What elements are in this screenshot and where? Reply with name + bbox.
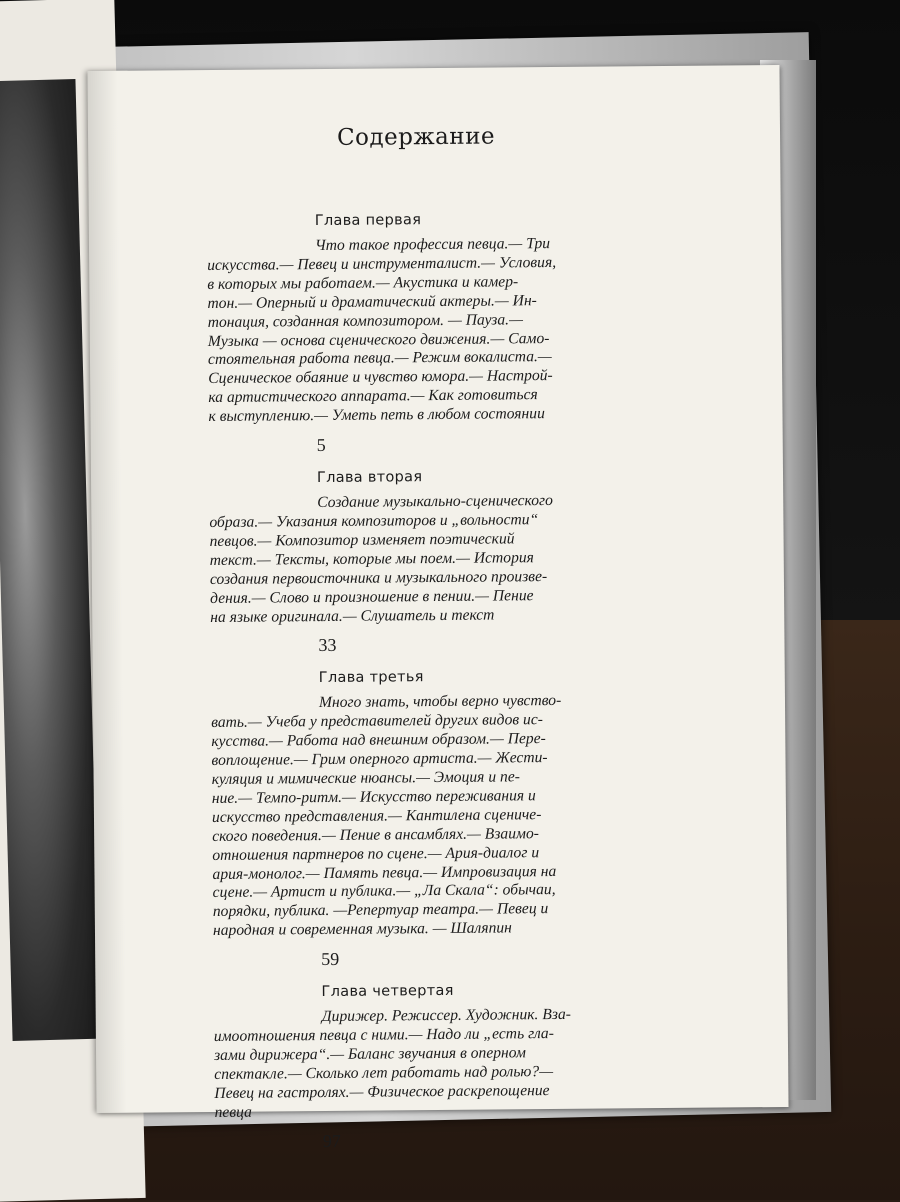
topic-line: ка артистического аппарата.— Как готовиться xyxy=(208,386,538,407)
contents-page xyxy=(87,65,788,1151)
topic-line: ского поведения.— Пение в ансамблях.— Взаимо- xyxy=(212,824,539,845)
topic-line: тон.— Оперный и драматический актеры.— Ин- xyxy=(207,291,537,312)
topic-line: кусства.— Работа над внешним образом.— Пере- xyxy=(211,730,546,751)
chapter-topics xyxy=(209,491,630,627)
topic-line: Что такое профессия певца.— Три xyxy=(314,235,551,255)
chapter-page-number: 59 xyxy=(321,949,340,970)
chapter-topics xyxy=(211,692,633,941)
topic-line: вать.— Учеба у представителей других видов ис- xyxy=(211,711,543,732)
chapter-title: Глава первая xyxy=(314,212,422,230)
topic-line: певцов.— Композитор изменяет поэтический xyxy=(209,530,515,550)
topic-line: имоотношения певца с ними.— Надо ли „есть гла- xyxy=(213,1025,554,1046)
chapter-entry xyxy=(211,668,634,971)
topic-line: искусство представления.— Кантилена сцениче- xyxy=(211,805,542,826)
topic-line: ария-монолог.— Память певца.— Импровизация на xyxy=(212,862,557,883)
chapter-list xyxy=(207,210,635,1152)
topic-line: куляция и мимические нюансы.— Эмоция и пе- xyxy=(211,768,520,789)
chapter-entry xyxy=(209,467,631,657)
topic-line: стоятельная работа певца.— Режим вокалиста.— xyxy=(207,348,552,369)
chapter-page-number: 5 xyxy=(316,435,326,456)
chapter-page-number: 33 xyxy=(318,635,337,656)
topic-line: ние.— Темпо-ритм.— Искусство переживания и xyxy=(211,787,536,807)
topic-line: народная и современная музыка. — Шаляпин xyxy=(212,919,512,940)
topic-line: образа.— Указания композиторов и „вольности“ xyxy=(209,511,539,531)
chapter-topics xyxy=(214,1005,635,1122)
topic-line: в которых мы работаем.— Акустика и камер- xyxy=(207,273,519,293)
contents-text-block xyxy=(206,122,635,1166)
topic-line: на языке оригинала.— Слушатель и текст xyxy=(210,606,495,626)
topic-line: тонация, созданная композитором. — Пауза.— xyxy=(207,310,523,331)
topic-line: Музыка — основа сценического движения.— Само- xyxy=(207,329,550,350)
topic-line: Сценическое обаяние и чувство юмора.— Настрой- xyxy=(208,367,553,388)
page-title: Содержание xyxy=(336,123,496,151)
topic-line: порядки, публика. —Репертуар театра.— Певец и xyxy=(212,900,549,921)
topic-line: искусства.— Певец и инструменталист.— Условия, xyxy=(207,253,557,274)
topic-line: зами дирижера“.— Баланс звучания в оперном xyxy=(213,1044,526,1064)
chapter-entry xyxy=(207,210,629,457)
topic-line: текст.— Тексты, которые мы поем.— История xyxy=(209,548,534,569)
topic-line: создания первоисточника и музыкального произве- xyxy=(209,567,548,588)
topic-line: Много знать, чтобы верно чувство- xyxy=(318,692,562,712)
chapter-page-number: 97 xyxy=(322,1130,341,1151)
topic-line: Создание музыкально-сценического xyxy=(317,492,553,512)
chapter-title: Глава третья xyxy=(318,669,424,687)
topic-line: дения.— Слово и произношение в пении.— Пение xyxy=(209,586,534,607)
topic-line: воплощение.— Грим оперного артиста.— Жести- xyxy=(211,749,548,770)
chapter-topics xyxy=(207,234,629,427)
topic-line: Певец на гастролях.— Физическое раскрепощение xyxy=(214,1081,550,1102)
chapter-entry xyxy=(213,981,634,1152)
topic-line: к выступлению.— Уметь петь в любом состоянии xyxy=(208,405,545,426)
topic-line: сцене.— Артист и публика.— „Ла Скала“: обычаи, xyxy=(212,881,556,902)
chapter-title: Глава четвертая xyxy=(321,983,454,1001)
chapter-title: Глава вторая xyxy=(316,469,423,487)
topic-line: спектакле.— Сколько лет работать над ролью?— xyxy=(214,1062,554,1083)
topic-line: отношения партнеров по сцене.— Ария-диалог и xyxy=(212,843,540,864)
topic-line: Дирижер. Режиссер. Художник. Вза- xyxy=(321,1006,571,1026)
topic-line: певца xyxy=(214,1103,252,1121)
